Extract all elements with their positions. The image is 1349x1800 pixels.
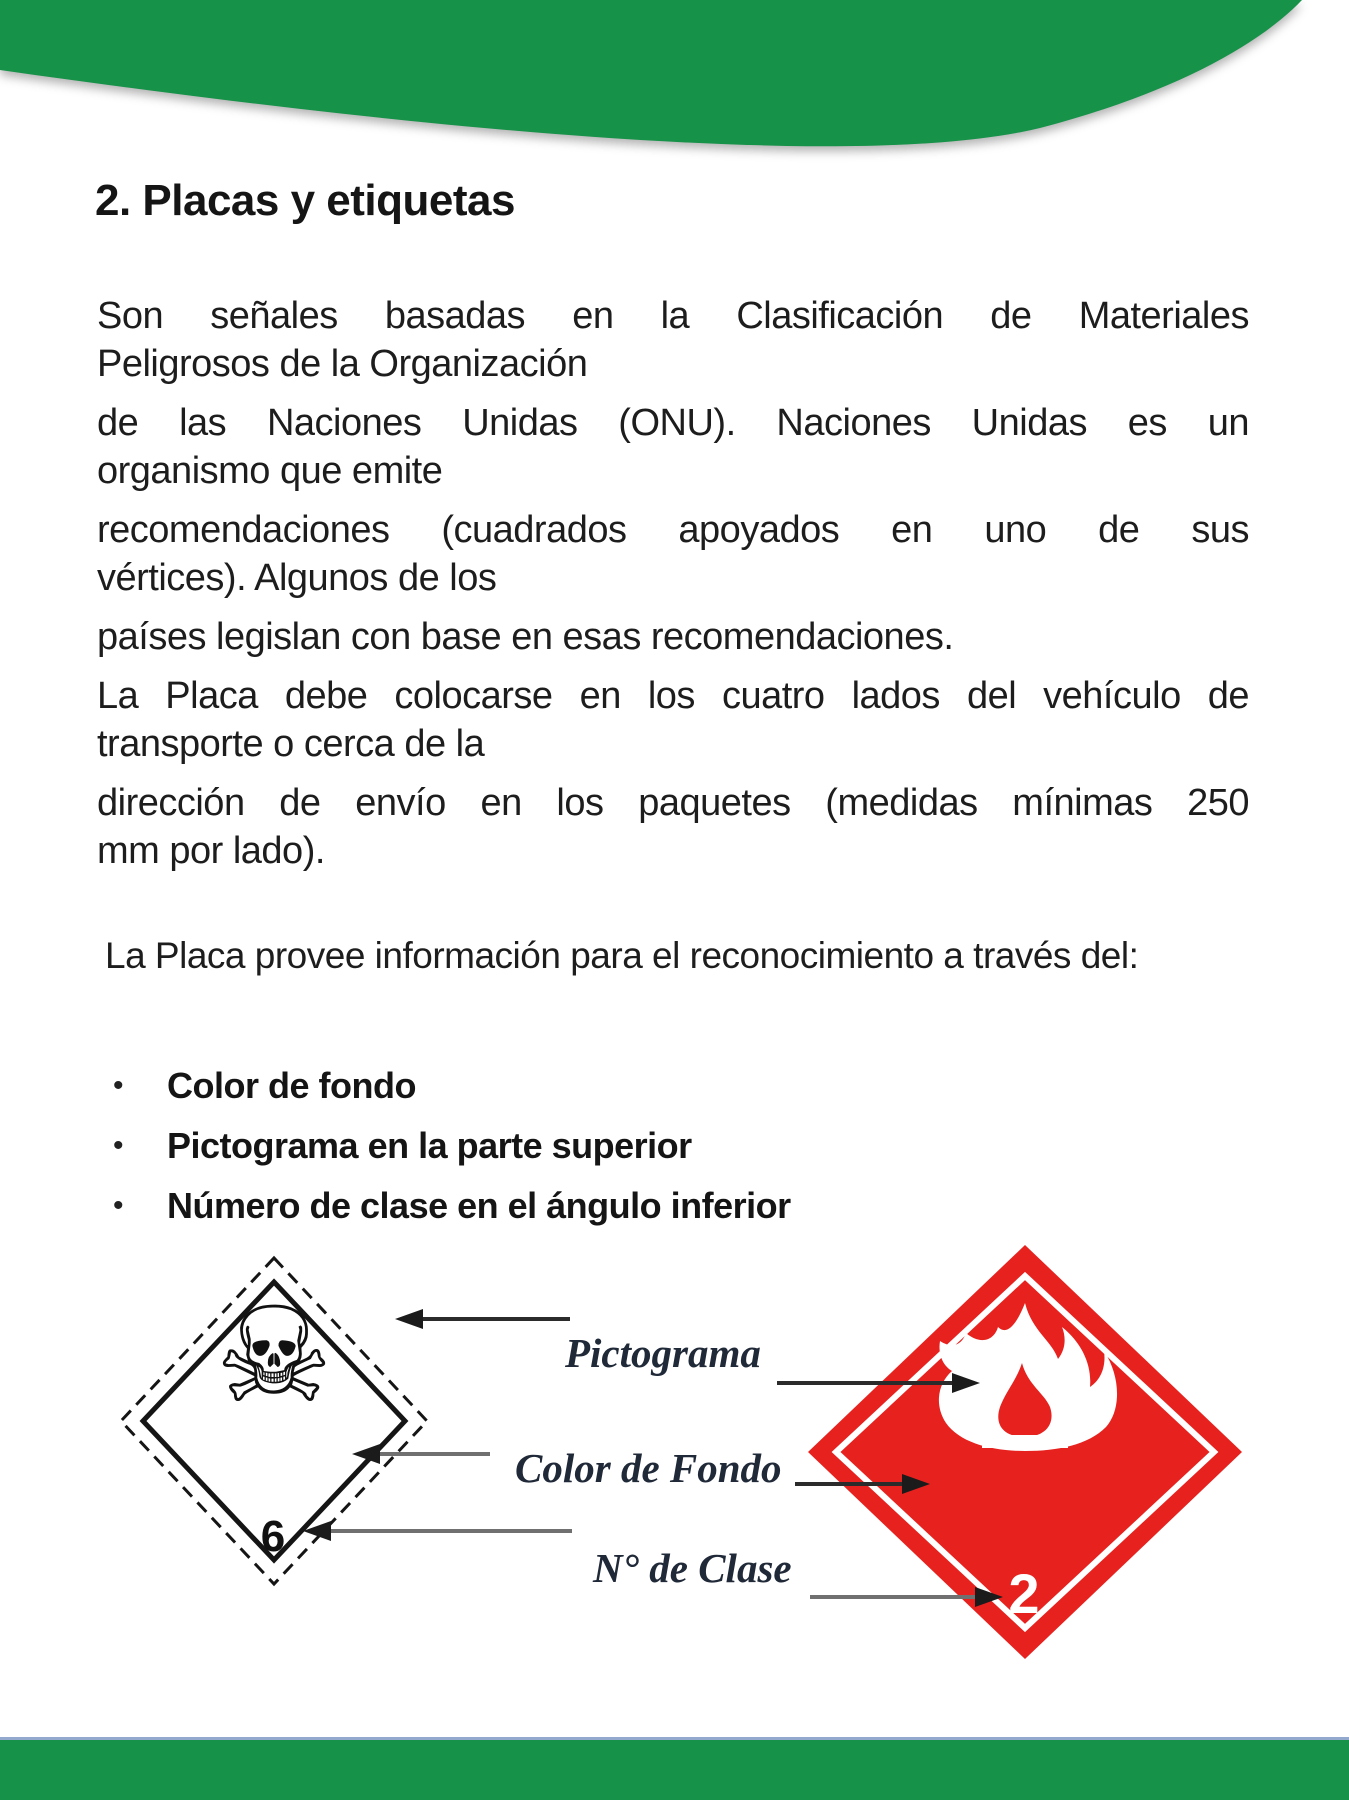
white-placard-class6 (121, 1258, 427, 1584)
list-item: • Pictograma en la parte superior (113, 1116, 791, 1176)
paragraph-line: transporte o cerca de la (97, 723, 485, 765)
paragraph-line: dirección de envío en los paquetes (medidas mínimas 250 (97, 782, 1249, 824)
paragraph (97, 292, 1249, 388)
paragraph (97, 399, 1249, 495)
color-fondo-arrow-left (352, 1444, 490, 1464)
paragraph-line: recomendaciones (cuadrados apoyados en uno de sus (97, 509, 1249, 551)
paragraph-line: de las Naciones Unidas (ONU). Naciones Unidas es un (97, 402, 1249, 444)
pictograma-arrow-left (395, 1309, 570, 1329)
paragraph-line: países legislan con base en esas recomendaciones. (97, 616, 954, 658)
skull-crossbones-icon: ☠ (214, 1279, 334, 1433)
bullet-list (113, 1056, 791, 1236)
footer-bar (0, 1737, 1349, 1800)
class-number-6: 6 (260, 1512, 286, 1561)
body-text (97, 292, 1249, 886)
label-pictograma: Pictograma (565, 1330, 761, 1376)
clase-arrow-left (303, 1521, 572, 1541)
list-item: • Número de clase en el ángulo inferior (113, 1176, 791, 1236)
paragraph (97, 613, 1249, 661)
page-title: 2. Placas y etiquetas (95, 176, 515, 225)
placard-diagram-svg (0, 1240, 1349, 1710)
paragraph (97, 672, 1249, 768)
paragraph-line: La Placa debe colocarse en los cuatro lados del vehículo de (97, 675, 1249, 717)
paragraph-line: Son señales basadas en la Clasificación de Materiales (97, 295, 1249, 337)
label-color-de-fondo: Color de Fondo (515, 1445, 782, 1491)
intro-line: La Placa provee información para el reconocimiento a través del: (105, 935, 1139, 976)
paragraph-line: vértices). Algunos de los (97, 557, 497, 599)
paragraph (97, 506, 1249, 602)
list-item: • Color de fondo (113, 1056, 791, 1116)
paragraph-line: mm por lado). (97, 830, 325, 872)
paragraph-line: Peligrosos de la Organización (97, 343, 588, 385)
label-numero-de-clase: N° de Clase (593, 1545, 792, 1591)
placard-diagram (0, 1240, 1349, 1710)
class-number-2: 2 (1008, 1562, 1040, 1625)
paragraph (97, 779, 1249, 875)
paragraph-line: organismo que emite (97, 450, 443, 492)
